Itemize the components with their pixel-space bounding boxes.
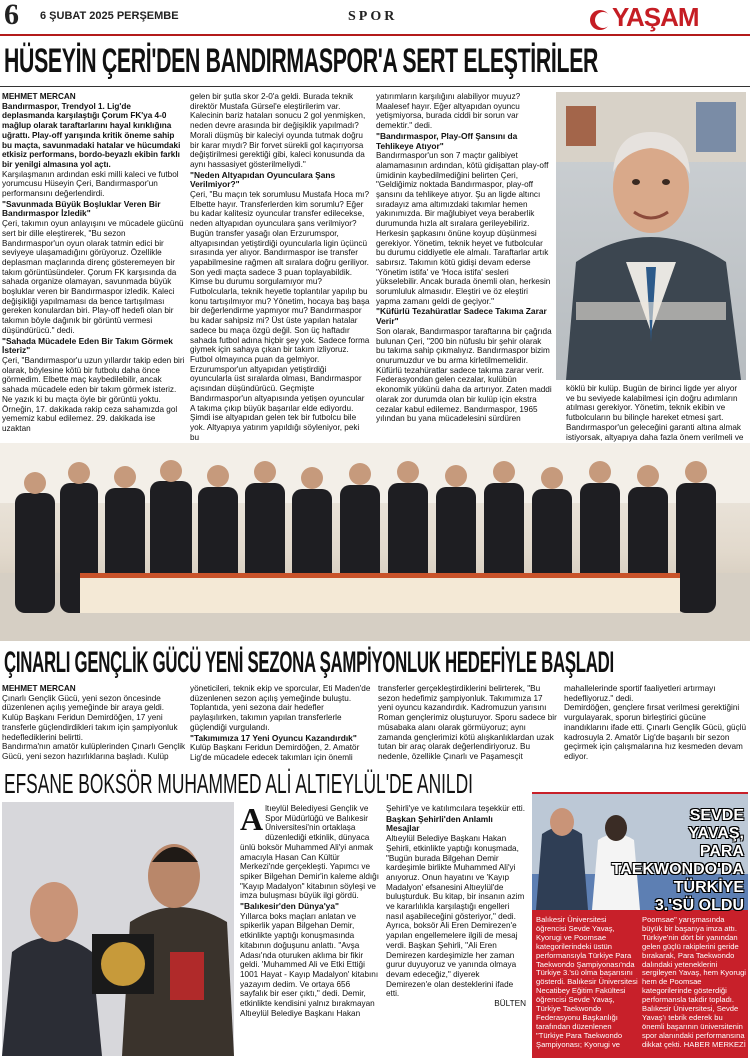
article1-byline: MEHMET MERCAN (2, 92, 76, 101)
portrait-illustration (556, 92, 746, 380)
article1-lead: Bandırmaspor, Trendyol 1. Lig'de deplasmanda karşılaştığı Çorum FK'ya 4-0 mağlup olarak taraftarlarını hayal kırıklığına uğrattı. Play-off yarışında kritik öneme sahip bu maçta, savunmadaki hatalar ve hücumdaki etkisiz performans, bordo-beyazlı ekibin farklı bir yenilgi almasına yol açtı. (2, 101, 181, 169)
article2-col4 (564, 684, 748, 766)
article2-paragraph: yöneticileri, teknik ekip ve sporcular, Eti Maden'de düzenlenen sezon açılış yemeğinde buluştu. Toplantıda, yeni sezona dair hedefler paylaşılırken, takımın yapılan transferlerle güçlendiği vurgulandı. (190, 684, 371, 732)
newspaper-logo[interactable] (588, 2, 746, 34)
article3-signature: BÜLTEN (494, 999, 526, 1009)
article3-paragraph: Yıllarca boks maçları anlatan ve spikerlik yapan Bilgehan Demir, etkinlikte yaptığı konuşmasında kitabının doğuşunu anlattı. "Avşa Adası'nda oturuken aklıma bir fikir geldi. 'Muhammed Ali ve Etki Ettiği 1001 Hayat - Kayıp Madalyon' kitabını yazayım dedim. Ve ortaya 656 sayfalık bir eser çıktı," dedi. Demir, etkinlikte kendisini yalnız bırakmayan Altıeylül Belediye Başkanı Hakan (240, 911, 379, 1018)
article2-col1 (2, 684, 186, 766)
crescent-icon (590, 10, 610, 30)
article1-subheading: "Küfürlü Tezahüratlar Sadece Takıma Zarar Verir" (376, 306, 547, 327)
article2-subheading: "Takımımıza 17 Yeni Oyuncu Kazandırdık" (190, 732, 357, 743)
page-number: 6 (4, 0, 19, 31)
article3-paragraph: ltıeylül Belediyesi Gençlik ve Spor Müdürlüğü ve Balıkesir Üniversitesi'nin ortaklaşa düzenlediği etkinlik, dünyaca ünlü boksör Muhammed Ali'yi anmak amacıyla Hasan Can Kültür Merkezi'nde gerçekleşti. Yapımcı ve spiker Bilgehan Demir'in kaleme aldığı "Kayıp Madalyon" kitabının söyleşi ve imza buluşması büyük ilgi gördü. (240, 804, 379, 901)
article1-col4 (566, 384, 748, 440)
article3-paragraph: Altıeylül Belediye Başkanı Hakan Şehirli, etkinlikte yaptığı konuşmada, "Bugün burada Bilgehan Demir kardeşimle birlikte Muhammed Ali'yi anıyoruz. Onun hayatını ve 'Kayıp Madalyon' efsanesini Altıeylül'de buluşturduk. Bu kitap, bir insanın azim ve kararlılıkla karşılaştığı engelleri nasıl aşabileceğini gösteriyor," dedi. Ayrıca, boksör Ali Eren Demirezen'e yapılan engellemelere ilgili de mesaj verdi. Başkan Şehirli, "Ali Eren Demirezen kardeşimizle her zaman gurur duyuyoruz ve yanında olmaya devam edeceğiz," diyerek Demirezen'e olan desteklerini ifade etti. (386, 834, 525, 999)
article1-paragraph: gelen bir şutla skor 2-0'a geldi. Burada teknik direktör Mustafa Gürsel'e eleştirilerim var. Kalecinin bariz hataları sonucu 2 gol yenmişken, neden devre arasında bir değişiklik yapılmadı? Morali düşmüş bir kaleciyi oyunda tutmak doğru bir karar mıydı? Bir forvet sürekli gol kaçırıyorsa değiştirilmesi gerektiği gibi, kaleci konusunda da aynı hassasiyet gösterilmeliydi." (190, 92, 366, 169)
award-illustration (2, 802, 234, 1056)
article4-title-line: 3.'SÜ OLDU (654, 897, 744, 914)
article1-subheading: "Sahada Mücadele Eden Bir Takım Görmek İsteriz" (2, 335, 173, 356)
article1-col2 (190, 92, 370, 442)
article1-paragraph: köklü bir kulüp. Bugün de birinci ligde yer alıyor ve bu seviyede kalabilmesi için doğru adımların atılması gerekiyor. Yönetim, teknik ekibin ve futbolcuların bu bilinçle hareket etmesi şart. Bandırmaspor'un geleceğini garanti altına almak istiyorsak, altyapıya daha fazla önem verilmeli ve (566, 384, 744, 442)
article2-byline: MEHMET MERCAN (2, 684, 76, 693)
article2-col3 (378, 684, 558, 766)
article1-paragraph: Karşılaşmanın ardından eski milli kaleci ve futbol yorumcusu Hüseyin Çeri, Bandırmaspor'un performansını değerlendirdi. (2, 169, 179, 199)
article2-col2 (190, 684, 372, 766)
article4-paragraph: Poomsae" yarışmasında büyük bir başarıya imza attı. Türkiye'nin dört bir yanından gelen güçlü rakiplerini geride bırakarak, Para Taekwondo dalındaki yeteneklerini sergileyen Yavaş, hem Kyorugi hem de Poomsae kategorilerinde gösterdiği performansla takdir topladı. Balıkesir Üniversitesi, Sevde Yavaş'ı tebrik ederek bu önemli başarının üniversitenin spor alanındaki performansına dikkat çekti. HABER MERKEZİ (642, 915, 746, 1049)
article2-paragraph: transferler gerçekleştirdiklerini belirterek, "Bu sezon hedefimiz şampiyonluk. Takımımıza 17 yeni oyuncu kazandırdık. Kadromuzun yarısını Roman gençlerimiz oluşturuyor. Sporu sadece bir müsabaka alanı olarak görmüyoruz; aynı zamanda gençlerimizi kötü alışkanlıklardan uzak tutan bir araç olarak değerlendiriyoruz. Bu nedenle, özellikle Çınarlı ve Paşamesçit (378, 684, 557, 761)
section-title: SPOR (348, 9, 398, 24)
article1-paragraph: Çeri, takımın oyun anlayışını ve mücadele gücünü sert bir dille eleştirerek, "Bu sezon Bandırmaspor'un oyun olarak tatmin edici bir seviyeye ulaşamadığını görüyoruz. Özellikle deplasman maçlarında direnç gösteremeyen bir takım görüntüsündeler. Çorum FK karşısında da sahada organize olamayan, savunmada büyük boşluklar veren bir Bandırmaspor izledik. Kaleci değişikliği yapılmaması da bence tartışılması gereken konulardan biri. Play-off hedefi olan bir takımın böyle dağınık bir görüntü vermesi düşündürücü." dedi. (2, 219, 184, 335)
article1-paragraph: Son olarak, Bandırmaspor taraftarına bir çağrıda bulunan Çeri, "200 bin nüfuslu bir şehir olarak bu takıma sahip çıkmalıyız. Bandırmaspor bizim onurumuzdur ve bu arma kirletilmemelidir. Küfürlü tezahüratlar sadece takıma zarar verir. Federasyondan gelen cezalar, kulübün ekonomik yükünü daha da artırıyor. Zaten maddi olarak zor durumda olan bir kulüp için ekstra cezalar kabul edilemez. Bandırmaspor, 1965 yılından bu yana mücadelesini sürdüren (376, 326, 552, 424)
issue-date: 6 ŞUBAT 2025 PERŞEMBE (40, 10, 179, 22)
logo-text: YAŞAM (612, 2, 699, 32)
article2-paragraph: Çınarlı Gençlik Gücü, yeni sezon öncesinde düzenlenen açılış yemeğinde bir araya geldi. Kulüp Başkanı Feridun Demirdöğen, 17 yeni transferle güçlendirdikleri takım için şampiyonluk hedeflediklerini belirtti. (2, 693, 178, 742)
article2-paragraph: Demirdöğen, gençlere fırsat verilmesi gerektiğini vurgulayarak, sporun birleştirici gücüne inandıklarını ifade etti. Çınarlı Gençlik Gücü, güçlü kadrosuyla 2. Amatör Lig'de başarılı bir sezon geçirmek için çalışmalarına hız kesmeden devam ediyor. (564, 703, 747, 761)
article1-paragraph: Çeri, "Bandırmaspor'u uzun yıllardır takip eden biri olarak, böylesine kötü bir futbolu daha önce görmedim. Elbette maç kaybedilebilir, ancak sahada mücadele eden bir takım görmek isteriz. Ne yazık ki bu maçta öyle bir görüntü yoktu. Örneğin, 17. dakikada rakip ceza sahamızda gol yememiz kabul edilemez. 29. dakikada ise uzaktan (2, 355, 185, 433)
article2-paragraph: Kulüp Başkanı Feridun Demirdöğen, 2. Amatör Lig'de mücadele edecek takımları için önemli (190, 743, 360, 762)
page-header (0, 0, 750, 36)
article2-paragraph: Bandırma'nın amatör kulüplerinden Çınarlı Gençlik Gücü, yeni sezon hazırlıklarına başladı. Kulüp (2, 742, 186, 761)
article4-title-line: YAVAŞ, (688, 825, 744, 842)
article1-paragraph: yatırımların karşılığını alabiliyor muyuz? Maalesef hayır. Eğer altyapıdan oyuncu yetişmiyorsa, burada ciddi bir sorun var demektir." dedi. (376, 92, 521, 131)
article3-col1 (240, 801, 380, 1056)
article1-col1 (2, 92, 185, 436)
article3-paragraph: Şehirli'ye ve katılımcılara teşekkür etti. (386, 804, 525, 813)
article4-paragraph: Balıkesir Üniversitesi öğrencisi Sevde Yavaş, Kyorugi ve Poomsae kategorilerindeki üstün performansıyla Türkiye Para Taekwondo Şampiyonası'nda Türkiye 3.'sü olma başarısını gösterdi. Balıkesir Üniversitesi Necatibey Eğitim Fakültesi öğrencisi Sevde Yavaş, Türkiye Taekwondo Federasyonu Başkanlığı tarafından düzenlenen "Türkiye Para Taekwondo Şampiyonası; Kyorugi ve (536, 915, 638, 1049)
divider (0, 86, 750, 87)
article4-title-line: TÜRKİYE (673, 879, 744, 896)
article2-paragraph: mahallelerinde sportif faaliyetleri artırmayı hedefliyoruz." dedi. (564, 684, 716, 703)
huseyin-ceri-photo (556, 92, 746, 380)
article3-col2 (386, 804, 526, 1056)
article1-subheading: "Neden Altyapıdan Oyunculara Şans Verilmiyor?" (190, 169, 336, 190)
article3-subheading: Başkan Şehirli'den Anlamlı Mesajlar (386, 813, 493, 834)
article4-col1 (536, 916, 638, 1056)
award-ceremony-photo (2, 802, 234, 1056)
article1-subheading: "Bandırmaspor, Play-Off Şansını da Tehlikeye Atıyor" (376, 130, 518, 151)
article4-title-line: TAEKWONDO'DA (611, 861, 744, 878)
article3-headline: EFSANE BOKSÖR MUHAMMED ALİ ALTIEYLÜL'DE ANILDI (4, 768, 473, 799)
group-illustration (0, 443, 750, 641)
article2-headline: ÇINARLI GENÇLİK GÜCÜ YENİ SEZONA ŞAMPİYONLUK HEDEFİYLE BAŞLADI (4, 646, 614, 679)
team-dinner-photo (0, 443, 750, 641)
article3-subheading: "Balıkesir'den Dünya'ya" (240, 901, 339, 912)
article1-col3 (376, 92, 552, 436)
article1-paragraph: Bandırmaspor'un son 7 maçtır galibiyet alamamasının ardından, kötü gidişattan play-off ümidinin kaybedilmediğini belirten Çeri, "Geldiğimiz noktada Bandırmaspor, play-off şansını da tehlikeye atıyor. Şu an ligde altıncı sıradayız ama altımızdaki takımlar hemen yakınımızda. Bir mağlubiyet veya beraberlik durumunda hızla alt sıralara gerileyebiliriz. Herkesin şapkasını önüne koyup düşünmesi gerekiyor. Yönetim, teknik heyet ve futbolcular bu durumu ciddiyetle ele almalı. Taraftarlar artık sabırsız. Takımın kötü gidişi devam ederse 'Yönetim istifa' ve 'Hoca istifa' sesleri yükselebilir. Ancak burada önemli olan, herkesin sorumluluk almasıdır. Eleştiri ve öz eleştiri yapma zamanı geldi de geçiyor." (376, 151, 551, 306)
article1-paragraph: Çeri, "Bu maçın tek sorumlusu Mustafa Hoca mı? Elbette hayır. Transferlerden kim sorumlu? Eğer bu kadar kalitesiz oyuncular transfer edilecekse, neden altyapıdan oyunculara şans verilmiyor? Bugün transfer yasağı olan Erzurumspor, altyapısından yetiştirdiği oyuncularla ligin üçüncü sırasında yer alıyor. Bandırmaspor ise transfer yapabilmesine rağmen alt sıralara doğru geriliyor. Son yedi maçta sadece 3 puan toplayabildik. Kimse bu durumu sorgulamıyor mu? Futbolcularla, teknik heyetle toplantılar yapılıp bu konu tartışılmıyor mu? Yönetim, hocaya baş başa bir değerlendirme yapmıyor mu? Bandırmaspor bu kadar sahipsiz mi? Üst üste yapılan hatalar sadece bu maça özgü değil. Son üç haftadır sahada futbol adına hiçbir şey yok. Sadece forma giymek için sahaya çıkan bir takım izliyoruz. Futbol olmayınca puan da gelmiyor. Erzurumspor'un altyapıdan yetiştirdiği oyuncularla üst sıralarda olması, Bandırmaspor açısından düşündürücü. Geçmişte Bandırmaspor'un altyapısında yetişen oyuncular A takıma çıkıp büyük başarılar elde ediyordu. Şimdi ise altyapıdan gelen tek bir futbolcu bile yok. Altyapıya yatırım yapıldığı söyleniyor, peki bu (190, 190, 370, 442)
article1-headline: HÜSEYİN ÇERİ'DEN BANDIRMASPOR'A SERT ELEŞTİRİLER (4, 42, 599, 80)
article4-col2 (642, 916, 746, 1056)
article4-title-line: PARA (699, 843, 744, 860)
article1-subheading: "Savunmada Büyük Boşluklar Veren Bir Bandırmaspor İzledik" (2, 198, 161, 219)
article3-dropcap: A (240, 801, 264, 837)
article4-title-line: SEVDE (689, 807, 744, 824)
